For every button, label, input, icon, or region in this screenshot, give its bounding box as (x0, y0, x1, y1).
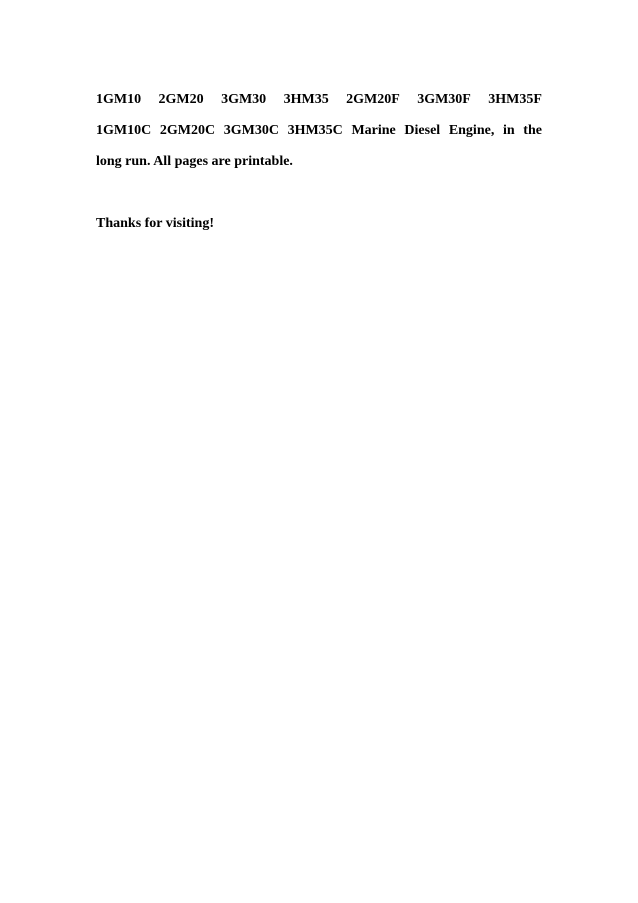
word: 2GM20C (159, 123, 216, 138)
paragraph-spacer (96, 177, 542, 208)
word: 3GM30 (221, 92, 267, 107)
word: 3HM35 (283, 92, 329, 107)
closing-text: Thanks for visiting! (96, 216, 214, 231)
word: 3GM30C (223, 123, 279, 138)
word: 3GM30F (417, 92, 471, 107)
word: 2GM20 (158, 92, 204, 107)
word: Diesel (404, 123, 441, 138)
word: the (523, 123, 542, 138)
word: 2GM20F (346, 92, 400, 107)
paragraph-line-2 (96, 115, 542, 146)
word: 1GM10 (96, 92, 142, 107)
word: 1GM10C (96, 123, 152, 138)
paragraph-line-3: long run. All pages are printable. (96, 154, 293, 169)
word: Marine (351, 123, 396, 138)
word: in (502, 123, 515, 138)
document-body (96, 84, 542, 239)
word: 3HM35C (287, 123, 343, 138)
word: 3HM35F (488, 92, 542, 107)
paragraph-line-1 (96, 84, 542, 115)
word: Engine, (448, 123, 495, 138)
